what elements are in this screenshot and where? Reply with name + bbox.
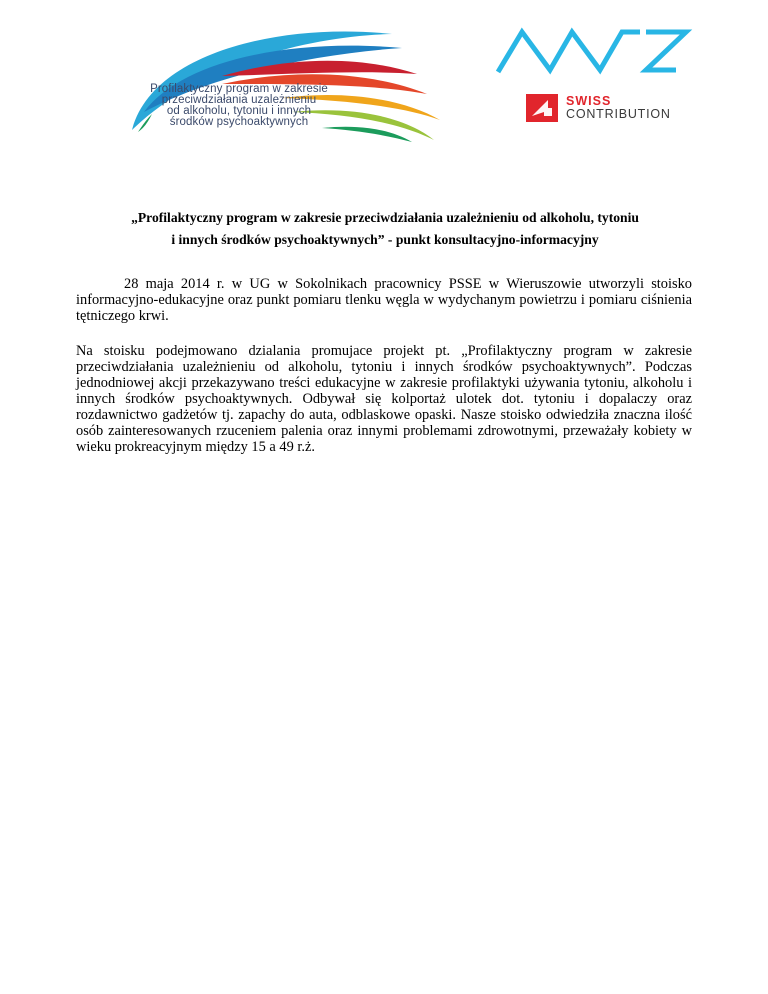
program-logo-line: od alkoholu, tytoniu i innych [166,105,312,117]
mz-logo [496,26,696,76]
program-logo [72,12,452,142]
program-logo-line: przeciwdziałania uzależnieniu [161,94,317,106]
program-logo-line: środków psychoaktywnych [169,116,309,128]
swiss-contribution-logo [526,94,696,124]
swiss-logo-text [566,95,671,121]
title-line-1: „Profilaktyczny program w zakresie przeciwdziałania uzależnieniu od alkoholu, tytoniu [131,210,639,225]
swiss-logo-line1: SWISS [566,94,612,108]
paragraph-1: 28 maja 2014 r. w UG w Sokolnikach pracownicy PSSE w Wieruszowie utworzyli stoisko informacyjno-edukacyjne oraz punkt pomiaru tlenku węgla w wydychanym powietrzu i pomiaru ciśnienia tętniczego krwi. [76,276,692,324]
program-logo-text [124,84,354,128]
swiss-logo-line2: CONTRIBUTION [566,107,671,121]
program-logo-line: Profilaktyczny program w zakresie [150,83,328,95]
paragraph-2: Na stoisku podejmowano dzialania promujace projekt pt. „Profilaktyczny program w zakresie przeciwdziałania uzależnieniu od alkoholu, tytoniu i innych środków psychoaktywnych”. Podczas jednodniowej akcji przekazywano treści edukacyjne w zakresie profilaktyki używania tytoniu, alkoholu i innych środków psychoaktywnych. Odbywał się kolportaż ulotek dot. tytoniu i dopalaczy oraz rozdawnictwo gadżetów tj. zapachy do auta, odblaskowe opaski. Nasze stoisko odwiedziła znaczna ilość osób zainteresowanych rzuceniem palenia oraz innymi problemami zdrowotnymi, przeważały kobiety w wieku prokreacyjnym między 15 a 49 r.ż. [76,343,692,455]
swiss-flag-icon [526,94,558,122]
mz-logo-icon [496,26,696,76]
document-title [60,207,710,251]
title-line-2: i innych środków psychoaktywnych” - punkt konsultacyjno-informacyjny [171,232,599,247]
